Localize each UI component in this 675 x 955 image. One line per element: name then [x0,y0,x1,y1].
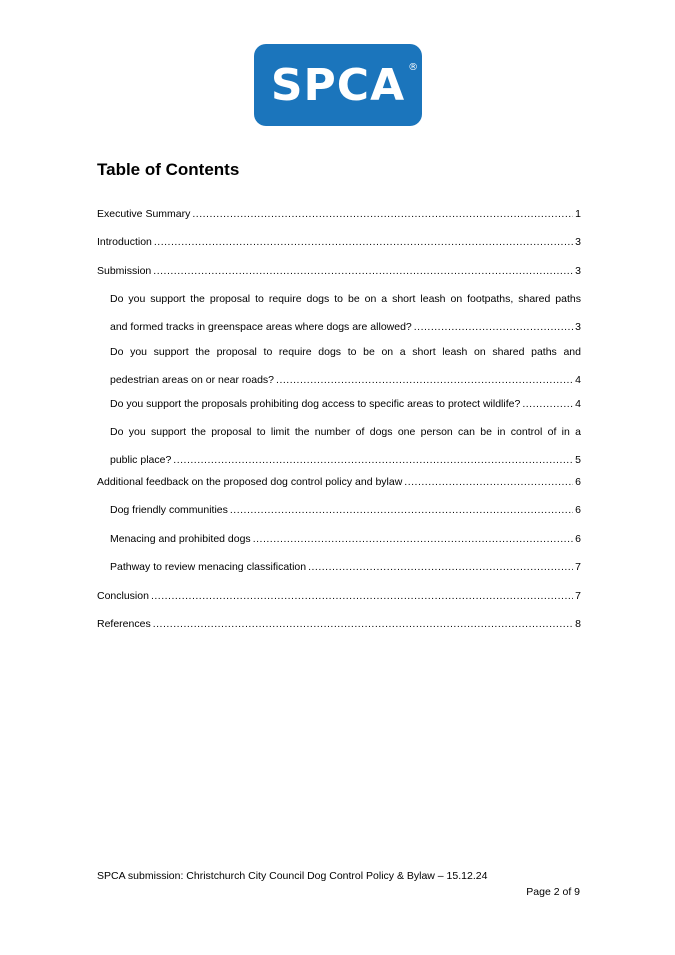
toc-entry-short-leash-roads[interactable]: Do you support the proposal to require dogs to be on a short leash on shared paths and pedestrian areas on or near roads? ..... 4 [110,338,581,394]
toc-entry-short-leash-footpaths[interactable]: Do you support the proposal to require dogs to be on a short leash on footpaths, shared paths and formed tracks in greenspace areas where dogs are allowed? ..... 3 [110,285,581,341]
toc-entry-wildlife-areas[interactable]: Do you support the proposals prohibiting dog access to specific areas to protect wildlife? ..... 4 [110,390,581,418]
toc-entry-introduction[interactable]: Introduction ..... 3 [97,228,581,256]
toc-entry-dog-friendly-communities[interactable]: Dog friendly communities ..... 6 [110,496,581,524]
footer-page-number: Page 2 of 9 [526,886,580,898]
logo-text: SPCA ® [270,59,420,111]
toc-entry-executive-summary[interactable]: Executive Summary ..... 1 [97,200,581,228]
toc-entry-number-of-dogs[interactable]: Do you support the proposal to limit the number of dogs one person can be in control of in a public place? ..... 5 [110,418,581,474]
toc-entry-references[interactable]: References ..... 8 [97,610,581,638]
toc-entry-additional-feedback[interactable]: Additional feedback on the proposed dog control policy and bylaw ..... 6 [97,468,581,496]
toc-title: Table of Contents [97,160,240,179]
toc-entry-menacing-prohibited-dogs[interactable]: Menacing and prohibited dogs ..... 6 [110,525,581,553]
toc-entry-pathway-review[interactable]: Pathway to review menacing classification ..... 7 [110,553,581,581]
toc-entry-submission[interactable]: Submission ..... 3 [97,257,581,285]
toc-entry-conclusion[interactable]: Conclusion ..... 7 [97,582,581,610]
spca-logo [254,44,422,126]
registered-mark: ® [408,61,420,73]
footer-document-title: SPCA submission: Christchurch City Council Dog Control Policy & Bylaw – 15.12.24 [97,870,488,882]
